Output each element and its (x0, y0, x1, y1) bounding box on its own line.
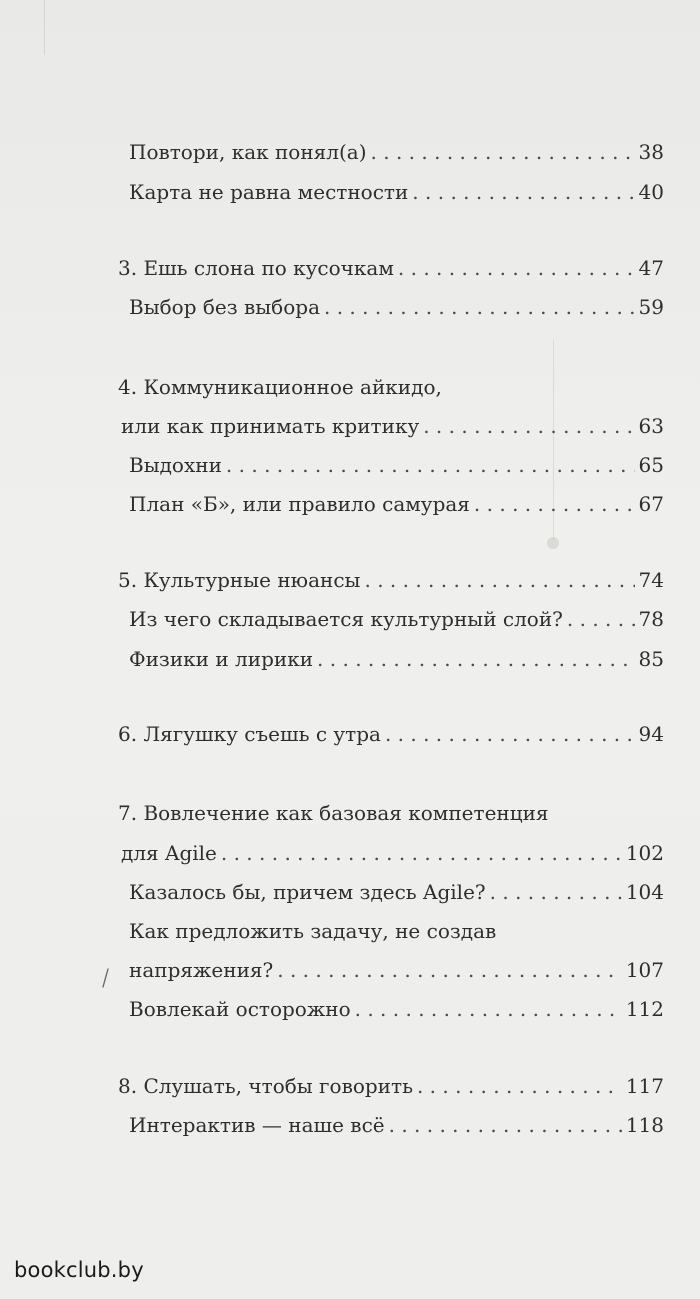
toc-entry-page: 104 (625, 880, 664, 904)
toc-leader-dots (221, 843, 622, 863)
toc-entry-page: 107 (625, 958, 664, 982)
toc-chapter-title-line1: 7. Вовлечение как базовая компетенция (118, 801, 549, 825)
toc-entry-page: 65 (638, 453, 664, 477)
toc-chapter-title: 6. Лягушку съешь с утра (118, 722, 381, 746)
toc-entry (129, 182, 664, 202)
toc-entry (129, 649, 664, 669)
toc-entry-page: 78 (638, 607, 664, 631)
toc-leader-dots (423, 416, 634, 436)
toc-entry (129, 142, 664, 162)
toc-entry-title: План «Б», или правило самурая (129, 492, 470, 516)
toc-entry-title: Казалось бы, причем здесь Agile? (129, 880, 486, 904)
toc-chapter-title: 5. Культурные нюансы (118, 568, 361, 592)
toc-entry-title: Вовлекай осторожно (129, 997, 351, 1021)
toc-leader-dots (389, 1115, 622, 1135)
toc-chapter-page: 63 (638, 414, 664, 438)
toc-chapter (118, 258, 664, 278)
toc-leader-dots (412, 182, 634, 202)
toc-chapter-title-line1: 4. Коммуникационное айкидо, (118, 375, 442, 399)
watermark: bookclub.by (14, 1258, 144, 1282)
toc-leader-dots (490, 882, 622, 902)
pen-mark-icon (100, 968, 110, 988)
toc-entry (129, 297, 664, 317)
toc-entry-title: напряжения? (129, 958, 274, 982)
toc-chapter-page: 74 (638, 568, 664, 592)
toc-entry (129, 999, 664, 1019)
toc-chapter-page: 117 (625, 1074, 664, 1098)
toc-entry-page: 67 (638, 492, 664, 516)
toc-chapter (118, 724, 664, 744)
toc-chapter-page: 47 (638, 256, 664, 280)
toc-chapter (118, 1076, 664, 1096)
toc-entry-title: Выдохни (129, 453, 222, 477)
toc-entry-title: Из чего складывается культурный слой? (129, 607, 563, 631)
toc-entry-page: 118 (625, 1113, 664, 1137)
toc-chapter-title: 8. Слушать, чтобы говорить (118, 1074, 413, 1098)
toc-entry (129, 1115, 664, 1135)
toc-entry-title: Выбор без выбора (129, 295, 320, 319)
toc-leader-dots (385, 724, 635, 744)
toc-entry-page: 40 (638, 180, 664, 204)
toc-leader-dots (371, 142, 635, 162)
toc-entry (129, 455, 664, 475)
toc-leader-dots (567, 609, 635, 629)
toc-entry (129, 494, 664, 514)
toc-leader-dots (355, 999, 622, 1019)
toc-leader-dots (364, 570, 634, 590)
toc-leader-dots (324, 297, 635, 317)
toc-chapter-title: для Agile (121, 841, 217, 865)
toc-chapter-title: 3. Ешь слона по кусочкам (118, 256, 394, 280)
toc-chapter (118, 416, 664, 436)
toc-leader-dots (398, 258, 635, 278)
toc-leader-dots (317, 649, 635, 669)
toc-leader-dots (226, 455, 635, 475)
toc-leader-dots (474, 494, 635, 514)
toc-entry-page: 59 (638, 295, 664, 319)
toc-entry-page: 85 (638, 647, 664, 671)
toc-chapter-page: 102 (625, 841, 664, 865)
toc-chapter (118, 570, 664, 590)
toc-entry-title: Интерактив — наше всё (129, 1113, 385, 1137)
ghost-rule (44, 0, 45, 55)
toc-leader-dots (277, 960, 622, 980)
toc-entry-title: Физики и лирики (129, 647, 314, 671)
toc-chapter-page: 94 (638, 722, 664, 746)
toc-entry-title: Повтори, как понял(а) (129, 140, 367, 164)
toc-entry (129, 960, 664, 980)
toc-entry (129, 609, 664, 629)
toc-chapter (118, 843, 664, 863)
toc-entry-page: 112 (625, 997, 664, 1021)
ghost-dot (547, 537, 559, 549)
toc-chapter-title: или как принимать критику (121, 414, 420, 438)
toc-entry-title-line1: Как предложить задачу, не создав (129, 919, 497, 943)
toc-entry-title: Карта не равна местности (129, 180, 409, 204)
toc-entry (129, 882, 664, 902)
toc-entry-page: 38 (638, 140, 664, 164)
toc-leader-dots (417, 1076, 622, 1096)
